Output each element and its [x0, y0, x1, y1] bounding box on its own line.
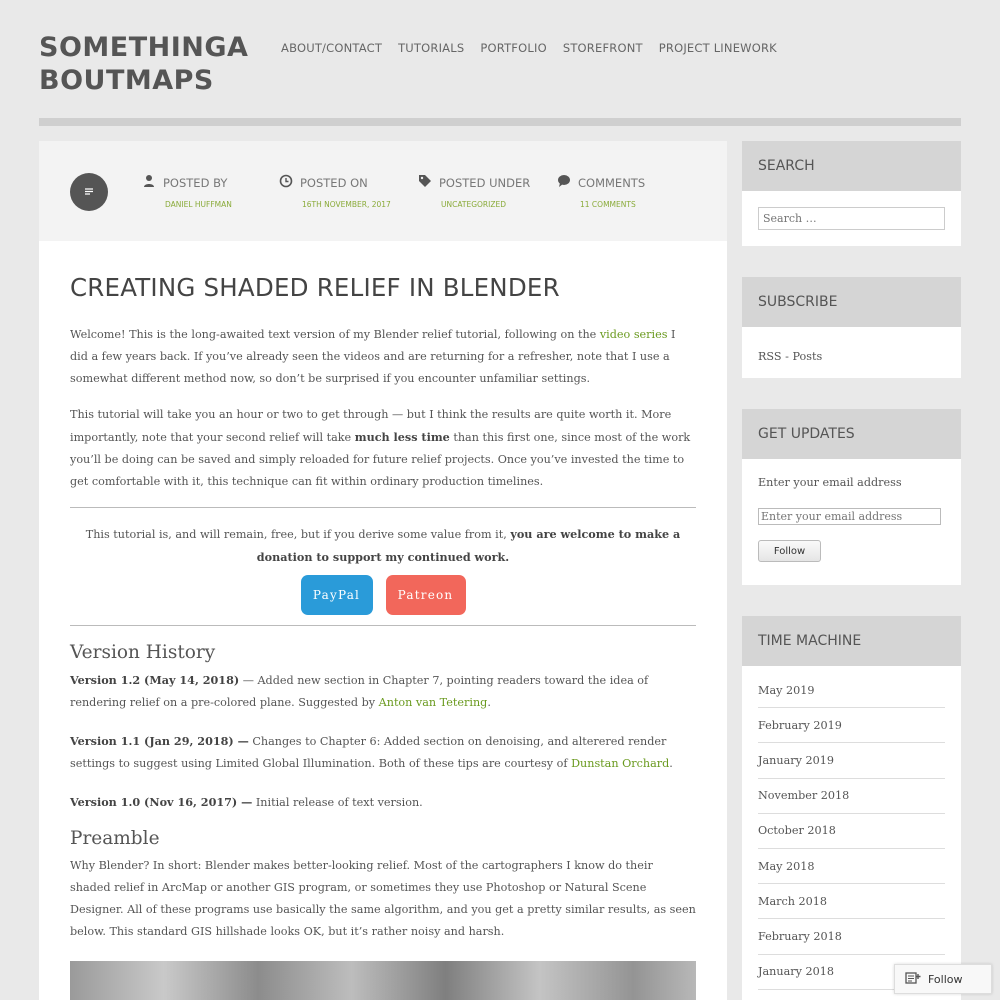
archive-widget — [742, 616, 961, 1000]
time-paragraph — [70, 404, 696, 493]
person-icon — [142, 174, 156, 191]
meta-category-link[interactable]: UNCATEGORIZED — [441, 200, 506, 209]
version-1-2 — [70, 669, 696, 714]
search-widget — [742, 141, 961, 246]
meta-comments-link[interactable]: 11 COMMENTS — [580, 200, 636, 209]
standard-post-icon[interactable] — [70, 173, 108, 211]
meta-date-link[interactable]: 16TH NOVEMBER, 2017 — [302, 200, 391, 209]
follow-button[interactable]: Follow — [758, 540, 821, 562]
time-bold: much less time — [354, 430, 450, 444]
floating-follow-button[interactable] — [894, 964, 992, 994]
meta-date — [279, 174, 391, 209]
email-prompt: Enter your email address — [758, 476, 902, 489]
version-1-2-text: — Added new section in Chapter 7, pointing readers toward the idea of rendering relief on a pre-colored plane. Suggested by — [70, 674, 649, 709]
search-widget-title: SEARCH — [742, 141, 961, 191]
version-1-0-label: Version 1.0 (Nov 16, 2017) — — [70, 795, 253, 809]
intro-paragraph — [70, 324, 696, 390]
post-title: CREATING SHADED RELIEF IN BLENDER — [70, 273, 560, 302]
meta-comments-label: COMMENTS — [578, 175, 646, 190]
donation-text-a: This tutorial is, and will remain, free, but if you derive some value from it, — [85, 528, 511, 541]
anton-link[interactable]: Anton van Tetering — [378, 696, 488, 709]
meta-author-link[interactable]: DANIEL HUFFMAN — [165, 200, 232, 209]
nav-about-contact[interactable]: ABOUT/CONTACT — [281, 41, 383, 55]
meta-comments — [557, 174, 645, 209]
post-entry — [39, 241, 727, 1000]
meta-author-label: POSTED BY — [163, 175, 228, 190]
version-1-1-text: Changes to Chapter 6: Added section on denoising, and alterered render settings to suggest using Limited Global Illumination. Both of these tips are courtesy of — [70, 735, 667, 770]
archive-item[interactable]: November 2018 — [758, 779, 945, 814]
archive-item[interactable]: May 2018 — [758, 849, 945, 884]
version-1-1 — [70, 730, 696, 775]
main-nav — [281, 41, 777, 55]
archive-item[interactable]: May 2019 — [758, 673, 945, 708]
version-1-0-text: Initial release of text version. — [252, 796, 423, 809]
meta-author — [142, 174, 232, 209]
dunstan-link[interactable]: Dunstan Orchard — [571, 757, 670, 770]
time-text-a: This tutorial will take you an hour or two to get through — but I think the results are quite worth it. More importantly, note that your second relief will take — [70, 408, 672, 444]
archive-item[interactable]: October 2018 — [758, 814, 945, 849]
clock-icon — [279, 174, 293, 191]
version-1-1-label: Version 1.1 (Jan 29, 2018) — — [70, 734, 249, 748]
search-input[interactable] — [758, 207, 945, 230]
intro-text-a: Welcome! This is the long-awaited text version of my Blender relief tutorial, following on the — [70, 328, 600, 341]
archive-item[interactable]: January 2019 — [758, 743, 945, 778]
email-field[interactable] — [758, 508, 941, 525]
archive-item[interactable]: February 2018 — [758, 919, 945, 954]
patreon-button[interactable]: Patreon — [386, 575, 466, 615]
subscribe-widget — [742, 277, 961, 378]
meta-category-label: POSTED UNDER — [439, 175, 531, 190]
archive-item[interactable]: March 2018 — [758, 884, 945, 919]
donation-box — [70, 507, 696, 626]
paypal-button[interactable]: PayPal — [301, 575, 373, 615]
preamble-heading: Preamble — [70, 828, 160, 849]
main-content — [39, 141, 727, 1000]
header-divider — [39, 118, 961, 126]
version-1-1-end: . — [669, 757, 673, 770]
rss-posts-link[interactable]: RSS - Posts — [758, 350, 823, 363]
archive-widget-title: TIME MACHINE — [742, 616, 961, 666]
meta-category — [418, 174, 530, 209]
speech-bubble-icon — [557, 174, 571, 191]
archive-list — [758, 673, 945, 990]
video-series-link[interactable]: video series — [599, 328, 668, 341]
donation-text-bold: you are welcome to make a donation to support my continued work. — [256, 527, 681, 564]
post-meta — [39, 141, 727, 241]
time-text-b: than this first one, since most of the work you’ll be doing can be saved and simply reloaded for future relief projects. Once you’ve invested the time to get comfortable with it, this technique can fit within ordinary production timelines. — [70, 431, 691, 488]
nav-storefront[interactable]: STOREFRONT — [562, 41, 643, 55]
archive-item[interactable]: January 2018 — [758, 955, 945, 990]
meta-date-label: POSTED ON — [300, 175, 368, 190]
preamble-paragraph: Why Blender? In short: Blender makes better-looking relief. Most of the cartographers I know do their shaded relief in ArcMap or another GIS program, or sometimes they use Photoshop or Natural Scene Designer. All of these programs use basically the same algorithm, and you get a pretty similar results, as seen below. This standard GIS hillshade looks OK, but it’s rather noisy and harsh. — [70, 859, 696, 938]
nav-project-linework[interactable]: PROJECT LINEWORK — [658, 41, 777, 55]
donation-buttons — [70, 575, 696, 615]
version-1-0 — [70, 791, 696, 814]
floating-follow-label: Follow — [928, 972, 963, 986]
tag-icon — [418, 174, 432, 191]
nav-tutorials[interactable]: TUTORIALS — [398, 41, 465, 55]
version-1-2-label: Version 1.2 (May 14, 2018) — [70, 673, 240, 687]
nav-portfolio[interactable]: PORTFOLIO — [480, 41, 547, 55]
archive-item[interactable]: February 2019 — [758, 708, 945, 743]
donation-text — [70, 523, 696, 569]
hillshade-image — [70, 961, 696, 1000]
version-history-heading: Version History — [70, 642, 216, 663]
updates-widget — [742, 409, 961, 585]
version-1-2-end: . — [487, 696, 491, 709]
site-title[interactable]: SOMETHINGABOUTMAPS — [39, 32, 249, 96]
intro-text-b: I did a few years back. If you’ve already seen the videos and are returning for a refresher, note that I use a somewhat different method now, so don’t be surprised if you encounter unfamiliar settings. — [70, 328, 676, 385]
follow-icon — [905, 971, 921, 988]
subscribe-widget-title: SUBSCRIBE — [742, 277, 961, 327]
updates-widget-title: GET UPDATES — [742, 409, 961, 459]
